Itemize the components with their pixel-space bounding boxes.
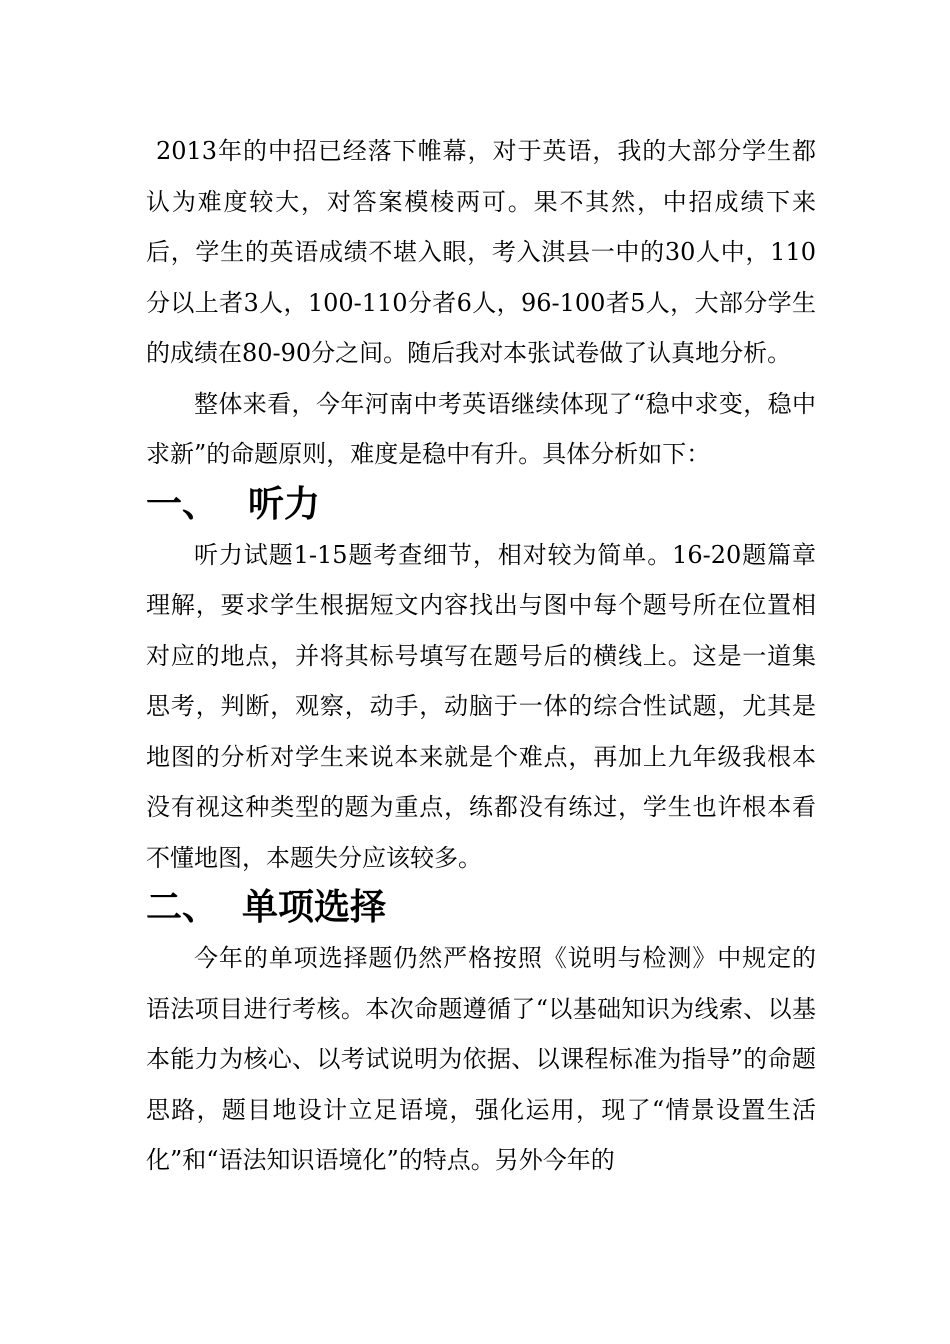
listening-paragraph: 听力试题1-15题考查细节，相对较为简单。16-20题篇章理解，要求学生根据短文内容找出与图中每个题号所在位置相对应的地点，并将其标号填写在题号后的横线上。这是一道集思考，判断，观察，动手，动脑于一体的综合性试题，尤其是地图的分析对学生来说本来就是个难点，再加上九年级我根本没有视这种类型的题为重点，练都没有练过，学生也许根本看不懂地图，本题失分应该较多。	[146, 540, 816, 872]
single-choice-paragraph: 今年的单项选择题仍然严格按照《说明与检测》中规定的语法项目进行考核。本次命题遵循了“以基础知识为线索、以基本能力为核心、以考试说明为依据、以课程标准为指导”的命题思路，题目地设计立足语境，强化运用，现了“情景设置生活化”和“语法知识语境化”的特点。另外今年的	[146, 944, 816, 1174]
section-number: 一、	[146, 483, 219, 525]
overview-paragraph: 整体来看，今年河南中考英语继续体现了“稳中求变，稳中求新”的命题原则，难度是稳中有升。具体分析如下：	[146, 389, 816, 468]
section-heading-listening	[146, 480, 816, 530]
section-title: 单项选择	[242, 887, 387, 928]
section-title: 听力	[248, 483, 321, 525]
intro-paragraph: 2013年的中招已经落下帷幕，对于英语，我的大部分学生都认为难度较大，对答案模棱两可。果不其然，中招成绩下来后，学生的英语成绩不堪入眼，考入淇县一中的30人中，110分以上者3人，100-110分者6人，96-100者5人，大部分学生的成绩在80-90分之间。随后我对本张试卷做了认真地分析。	[146, 137, 816, 367]
document-body	[146, 126, 816, 1186]
section-number: 二、	[146, 887, 219, 928]
section-heading-single-choice	[146, 883, 816, 933]
